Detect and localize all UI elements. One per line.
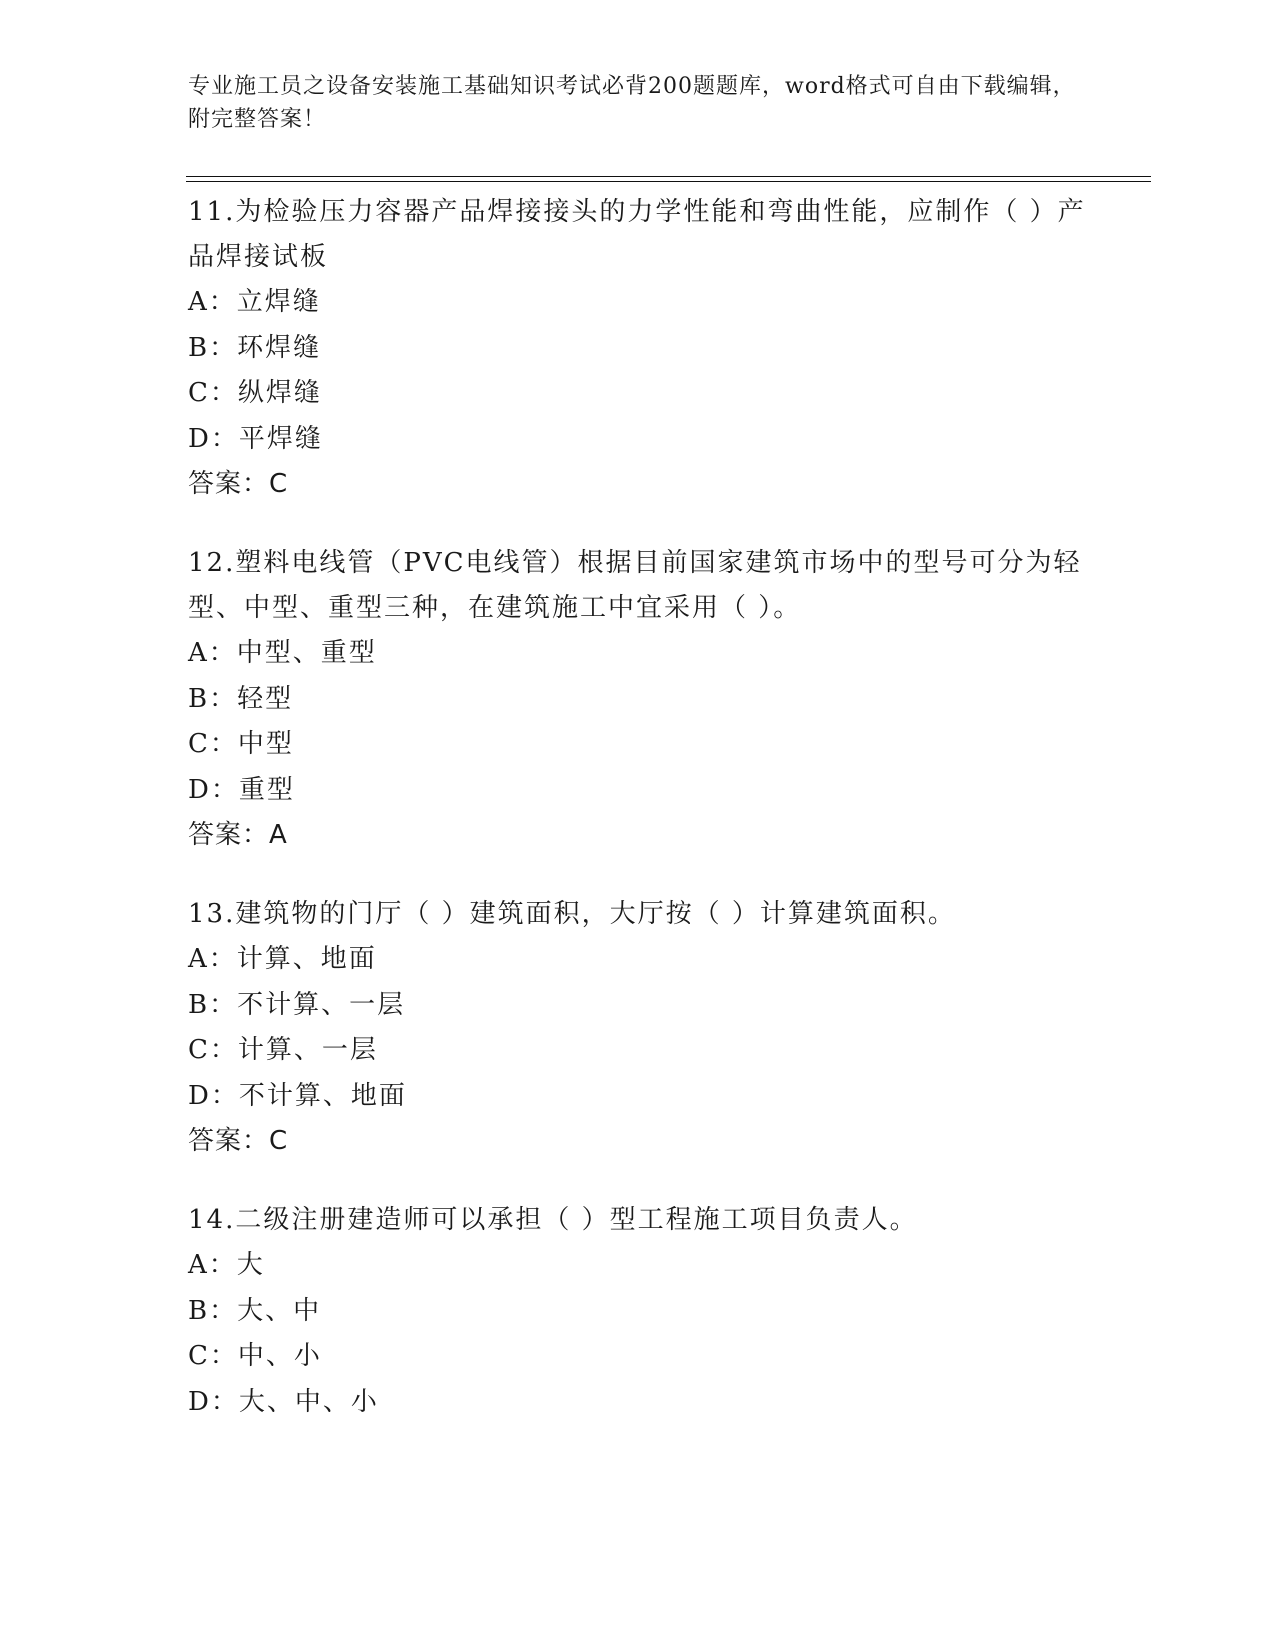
header-rule-top	[186, 176, 1151, 177]
answer-option: A：中型、重型	[188, 638, 377, 668]
question-block	[188, 1198, 1088, 1425]
answer-label: 答案：	[188, 469, 270, 499]
answer-option: A：计算、地面	[188, 944, 377, 974]
answer-option: B：环焊缝	[188, 332, 322, 363]
answer-option: B：不计算、一层	[188, 989, 406, 1020]
answer-option: D：大、中、小	[188, 1386, 379, 1417]
answer-line	[188, 813, 1088, 858]
question-stem: 14.二级注册建造师可以承担（ ）型工程施工项目负责人。	[188, 1205, 918, 1235]
question-stem: 12.塑料电线管（PVC电线管）根据目前国家建筑市场中的型号可分为轻型、中型、重型三种，在建筑施工中宜采用（ ）。	[188, 548, 1082, 623]
answer-option: C：中、小	[188, 1341, 322, 1371]
answer-line	[188, 462, 1088, 507]
answer-option: C：计算、一层	[188, 1035, 378, 1065]
answer-option: A：大	[188, 1250, 265, 1280]
answer-line	[188, 1119, 1088, 1164]
answer-option: D：重型	[188, 774, 295, 805]
answer-option: C：纵焊缝	[188, 378, 322, 408]
answer-option: D：不计算、地面	[188, 1080, 407, 1111]
answer-option: B：大、中	[188, 1295, 322, 1326]
question-block	[188, 892, 1088, 1164]
question-block	[188, 190, 1088, 507]
answer-option: D：平焊缝	[188, 423, 323, 454]
question-block	[188, 541, 1088, 858]
question-stem: 13.建筑物的门厅（ ）建筑面积，大厅按（ ）计算建筑面积。	[188, 899, 956, 929]
answer-label: 答案：	[188, 820, 270, 850]
answer-option: C：中型	[188, 729, 294, 759]
header-rule-bottom	[186, 181, 1151, 182]
answer-value: C	[269, 469, 289, 499]
answer-value: C	[269, 1126, 289, 1156]
answer-option: B：轻型	[188, 683, 294, 714]
answer-value: A	[269, 820, 288, 850]
question-list	[188, 190, 1088, 1459]
answer-option: A：立焊缝	[188, 287, 321, 317]
answer-label: 答案：	[188, 1126, 270, 1156]
question-stem: 11.为检验压力容器产品焊接接头的力学性能和弯曲性能，应制作（ ）产品焊接试板	[188, 197, 1086, 272]
document-intro: 专业施工员之设备安装施工基础知识考试必背200题题库，word格式可自由下载编辑，附完整答案！	[188, 74, 1076, 132]
